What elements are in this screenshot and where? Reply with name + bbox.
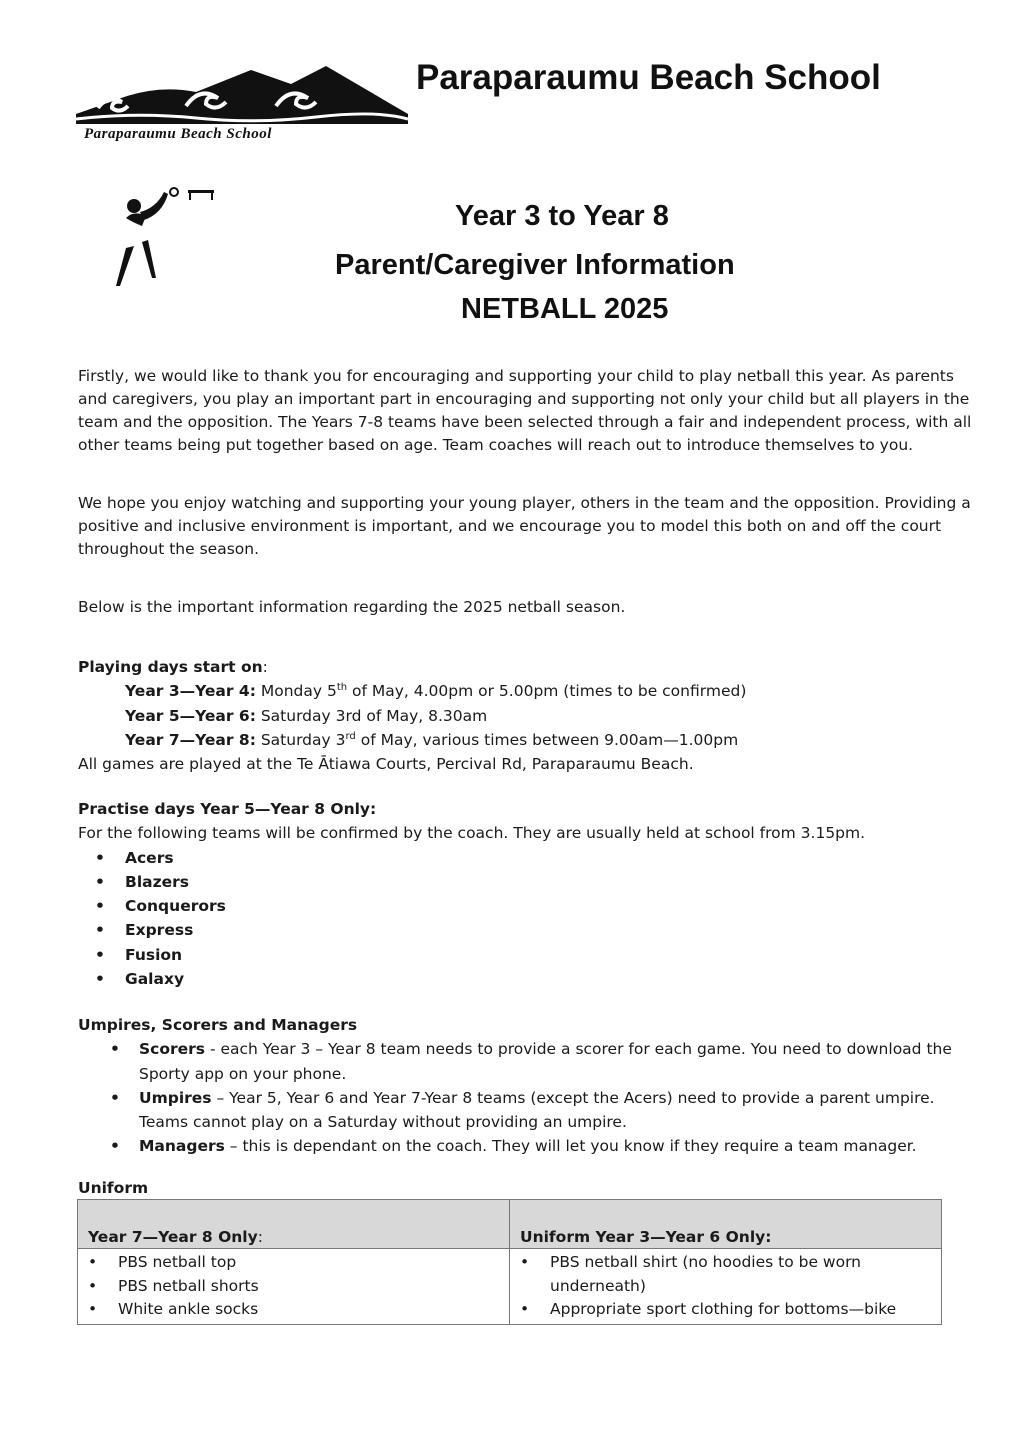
venue-note: All games are played at the Te Ātiawa Courts, Percival Rd, Paraparaumu Beach. bbox=[78, 755, 694, 774]
intro-paragraph-1: Firstly, we would like to thank you for encouraging and supporting your child to play netball this year. As parents and caregivers, you play an important part in encouraging and supporting not only your child but all players in the team and the opposition. The Years 7-8 teams have been selected through a fair and independent process, with all other teams being put together based on age. Team coaches will reach out to introduce themselves to you. bbox=[78, 367, 972, 454]
roles-heading: Umpires, Scorers and Managers bbox=[78, 1016, 358, 1034]
intro-paragraph-2: We hope you enjoy watching and supporting your young player, others in the team and the opposition. Providing a positive and inclusive environment is important, and we encourage you to model this both on and off the court throughout the season. bbox=[78, 494, 971, 558]
uniform-col1-header: Year 7—Year 8 Only: bbox=[78, 1200, 510, 1249]
practise-section bbox=[78, 797, 978, 991]
list-item: • Conquerors bbox=[78, 894, 978, 918]
playing-day-row: Year 7—Year 8: Saturday 3rd of May, various times between 9.00am—1.00pm bbox=[125, 730, 739, 749]
title-sport-year: NETBALL 2025 bbox=[461, 293, 669, 325]
playing-day-row: Year 5—Year 6: Saturday 3rd of May, 8.30am bbox=[125, 706, 488, 725]
list-item: • Managers – this is dependant on the coach. They will let you know if they require a team manager. bbox=[78, 1134, 979, 1158]
list-item: • PBS netball shirt (no hoodies to be worn underneath) bbox=[520, 1251, 931, 1298]
intro-paragraph-3: Below is the important information regarding the 2025 netball season. bbox=[78, 598, 626, 616]
list-item: • PBS netball top bbox=[88, 1251, 499, 1275]
school-logo bbox=[76, 62, 408, 152]
list-item: • Acers bbox=[78, 846, 978, 870]
team-list bbox=[78, 846, 978, 992]
school-name: Paraparaumu Beach School bbox=[416, 58, 881, 97]
playing-day-row: Year 3—Year 4: Monday 5th of May, 4.00pm or 5.00pm (times to be confirmed) bbox=[125, 682, 747, 701]
list-item: • PBS netball shorts bbox=[88, 1275, 499, 1299]
roles-section bbox=[78, 1013, 978, 1159]
list-item: • White ankle socks bbox=[88, 1298, 499, 1322]
playing-days-heading: Playing days start on: bbox=[78, 658, 268, 676]
list-item: • Galaxy bbox=[78, 967, 978, 991]
uniform-col1-cell bbox=[78, 1249, 510, 1325]
practise-note: For the following teams will be confirmed by the coach. They are usually held at school from 3.15pm. bbox=[78, 824, 866, 843]
list-item: • Scorers - each Year 3 – Year 8 team needs to provide a scorer for each game. You need to download the Sporty app on your phone. bbox=[78, 1037, 979, 1086]
list-item: • Umpires – Year 5, Year 6 and Year 7-Year 8 teams (except the Acers) need to provide a parent umpire. Teams cannot play on a Saturday without providing an umpire. bbox=[78, 1086, 979, 1135]
list-item: • Fusion bbox=[78, 943, 978, 967]
list-item: • Appropriate sport clothing for bottoms—bike bbox=[520, 1298, 931, 1322]
roles-list bbox=[78, 1037, 978, 1158]
list-item: • Express bbox=[78, 918, 978, 942]
practise-heading: Practise days Year 5—Year 8 Only: bbox=[78, 800, 377, 818]
uniform-col2-header: Uniform Year 3—Year 6 Only: bbox=[510, 1200, 942, 1249]
title-audience: Parent/Caregiver Information bbox=[335, 249, 735, 281]
uniform-col2-cell bbox=[510, 1249, 942, 1325]
uniform-heading: Uniform bbox=[78, 1179, 149, 1197]
wave-logo-icon bbox=[76, 62, 408, 128]
uniform-table bbox=[77, 1199, 942, 1325]
netball-player-icon bbox=[104, 186, 224, 290]
list-item: • Blazers bbox=[78, 870, 978, 894]
title-year-range: Year 3 to Year 8 bbox=[455, 200, 669, 232]
logo-text: Paraparaumu Beach School bbox=[84, 126, 272, 142]
playing-days-section bbox=[78, 655, 978, 776]
